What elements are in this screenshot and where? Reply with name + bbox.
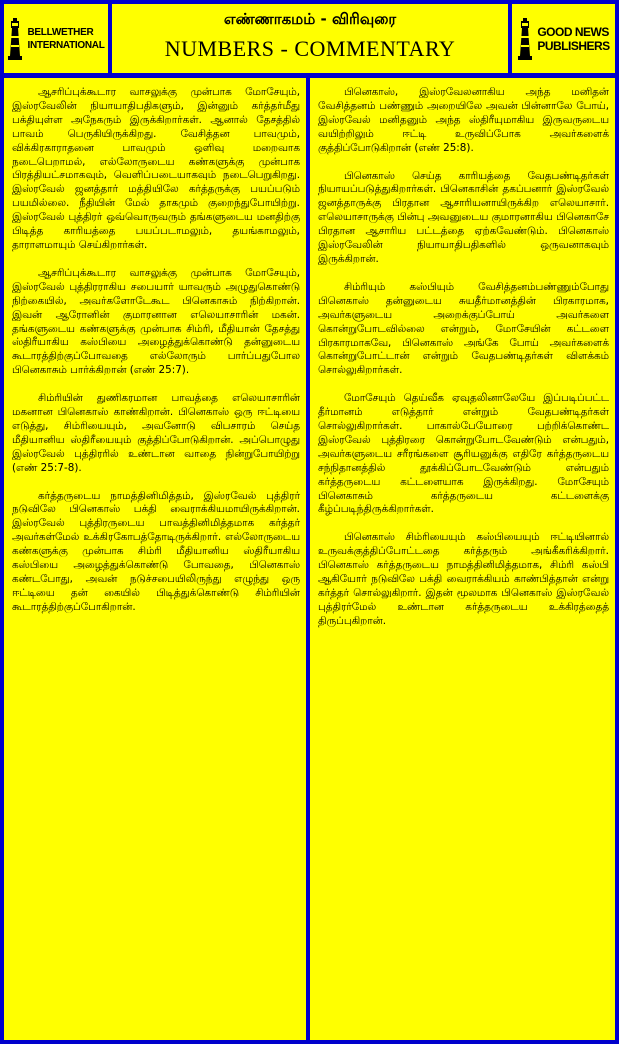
commentary-paragraph: சிம்ரியின் துணிகரமான பாவத்தை எலெயாசாரின் மகனான பினெகாஸ் காண்கிறான். பினெகாஸ் ஒரு ஈட்டியை எடுத்து, சிம்ரியையும், அவனோடு விபசாரம் செய்த மீதியானிய ஸ்திரீயையும் குத்திப்போடுகிறான். அப்பொழுது இஸ்ரவேல் புத்திரரில் உண்டான வாதை நின்றுபோயிற்று (எண் 25:7-8).	[12, 392, 300, 474]
title-banner	[112, 4, 508, 73]
page-title-english: NUMBERS - COMMENTARY	[164, 36, 456, 61]
publisher-logo-right	[512, 4, 615, 73]
commentary-paragraph: பினெகாஸ் செய்த காரியத்தை வேதபண்டிதர்கள் நியாயப்படுத்துகிறார்கள். பினெகாசின் தகப்பனார் இஸ்ரவேல் ஜனத்தாருக்கு பிரதான ஆசாரியனாயிருக்கிற எலெயாசார். எலெயாசாருக்கு பின்பு அவனுடைய குமாரனாகிய பினெகாசே பிரதான ஆசாரிய பட்டத்தை ஏற்கவேண்டும். பினெகாஸ் இஸ்ரவேலின் நியாயாதிபதிகளில் ஒருவனாகவும் இருக்கிறான்.	[318, 169, 609, 265]
commentary-paragraph: பினெகாஸ், இஸ்ரவேலனாகிய அந்த மனிதன் வேசித்தனம் பண்ணும் அறையிலே அவன் பின்னாலே போய், இஸ்ரவேல் மனிதனும் அந்த ஸ்திரீயுமாகிய இருவருடைய வயிற்றிலும் ஈட்டி உருவிப்போக அவர்களைக் குத்திப்போடுகிறான் (எண் 25:8).	[318, 86, 609, 154]
publisher-logo-left	[4, 4, 108, 73]
publisher-name-line2: PUBLISHERS	[537, 38, 610, 53]
publisher-name-line1: BELLWETHER	[27, 26, 94, 38]
lighthouse-icon	[7, 18, 23, 60]
commentary-paragraph: ஆசரிப்புக்கூடார வாசலுக்கு முன்பாக மோசேயும், இஸ்ரவேலின் நியாயாதிபதிகளும், இன்னும் கர்த்தர்மீது பக்தியுள்ள அநேகரும் இருக்கிறார்கள். ஆனால் தேசத்தில் பாவம் பெருகியிருக்கிறது. வேசித்தன பாவமும், விக்கிரகாராதனை பாவமும் ஒளிவு மறைவாக நடைபெறாமல், எல்லோருடைய கண்களுக்கு முன்பாக பிரத்தியட்சமாகவும், வெளிப்படையாகவும் நடைபெறுகிறது. இஸ்ரவேல் ஜனத்தார் மத்தியிலே கர்த்தருக்கு பயப்படும் பயமில்லை. நீதியின் மேல் தாகமும் குறைந்துபோயிற்று. இஸ்ரவேல் புத்திரர் ஒவ்வொருவரும் தங்களுடைய மனதிற்கு பிடித்த காரியத்தை பயப்படாமலும், தயங்காமலும், தாராளமாயும் செய்கிறார்கள்.	[12, 86, 300, 251]
lighthouse-icon	[517, 18, 533, 60]
commentary-column-right	[310, 78, 615, 1040]
commentary-column-left	[4, 78, 306, 1040]
publisher-name-line1: GOOD NEWS	[537, 24, 609, 39]
commentary-paragraph: ஆசரிப்புக்கூடார வாசலுக்கு முன்பாக மோசேயும், இஸ்ரவேல் புத்திரராகிய சபையார் யாவரும் அழுதுகொண்டு நிற்கையில், அவர்களோடேகூட பினெகாசும் நிற்கிறான். இவன் ஆரோனின் குமாரனான எலெயாசாரின் மகன். தங்களுடைய கண்களுக்கு முன்பாக சிம்ரி, மீதியான் தேசத்து ஸ்திரீயாகிய கஸ்பியை அழைத்துக்கொண்டு தன்னுடைய கூடாரத்திற்குப்போவதை எல்லோரும் பார்ப்பதுபோல பினெகாசும் பார்க்கிறான் (எண் 25:7).	[12, 266, 300, 377]
commentary-paragraph: சிம்ரியும் கஸ்பியும் வேசித்தனம்பண்ணும்போது பினெகாஸ் தன்னுடைய சுயதீர்மானத்தின் பிரகாரமாக, அவர்களுடைய அறைக்குப்போய் அவர்களை கொன்றுபோடவில்லை என்றும், மோசேயின் கட்டளை பிரகாரமாகவே, பினெகாஸ் அங்கே போய் அவர்களைக் கொன்றுபோட்டான் என்றும் வேதபண்டிதர்கள் விளக்கம் சொல்லுகிறார்கள்.	[318, 280, 609, 377]
commentary-paragraph: பினெகாஸ் சிம்ரியையும் கஸ்பியையும் ஈட்டியினால் உருவக்குத்திப்போட்டதை கர்த்தரும் அங்கீகரிக்கிறார். பினெகாஸ் கர்த்தருடைய நாமத்தினிமித்தமாக, சிம்ரி கஸ்பி ஆகியோர் நடுவிலே பக்தி வைராக்கியம் காண்பித்தான் என்று கர்த்தர் சொல்லுகிறார். இதன் மூலமாக பினெகாஸ் இஸ்ரவேல் புத்திரர்மேல் உண்டான கர்த்தருடைய உக்கிரத்தைத் திருப்புகிறான்.	[318, 531, 609, 627]
commentary-paragraph: மோசேயும் தெய்வீக ஏவுதலினாலேயே இப்படிப்பட்ட தீர்மானம் எடுத்தார் என்றும் வேதபண்டிதர்கள் சொல்லுகிறார்கள். பாகால்பேயோரை பற்றிக்கொண்ட இஸ்ரவேல் புத்திரரை கொன்றுபோடவேண்டும் என்பதும், அவர்களுடைய சரீரங்களை சூரியனுக்கு எதிரே கர்த்தருடைய சந்நிதானத்தில் தூக்கிப்போடவேண்டும் என்பதும் கர்த்தருடைய கட்டளையாக இருக்கிறது. மோசேயும் பினெகாசும் கர்த்தருடைய கட்டளைக்கு கீழ்ப்படிந்திருக்கிறார்கள்.	[318, 392, 609, 516]
publisher-name-line2: INTERNATIONAL	[27, 39, 105, 51]
page-title-tamil: எண்ணாகமம் - விரிவுரை	[223, 10, 397, 28]
commentary-paragraph: கர்த்தருடைய நாமத்தினிமித்தம், இஸ்ரவேல் புத்திரர் நடுவிலே பினெகாஸ் பக்தி வைராக்கியமாயிருக்கிறான். இஸ்ரவேல் புத்திரருடைய பாவத்தினிமித்தமாக கர்த்தர் அவர்கள்மேல் உக்கிரகோபத்தோடிருக்கிறார். எல்லோருடைய கண்களுக்கு முன்பாக சிம்ரி மீதியானிய ஸ்திரீயாகிய கஸ்பியை அழைத்துக்கொண்டு போவதை, பினெகாஸ் கண்டபோது, அவன் நடுச்சபையிலிருந்து எழுந்து ஒரு ஈட்டியை தன் கையில் பிடித்துக்கொண்டு சிம்ரியின் கூடாரத்திற்குப்போகிறான்.	[12, 489, 300, 613]
